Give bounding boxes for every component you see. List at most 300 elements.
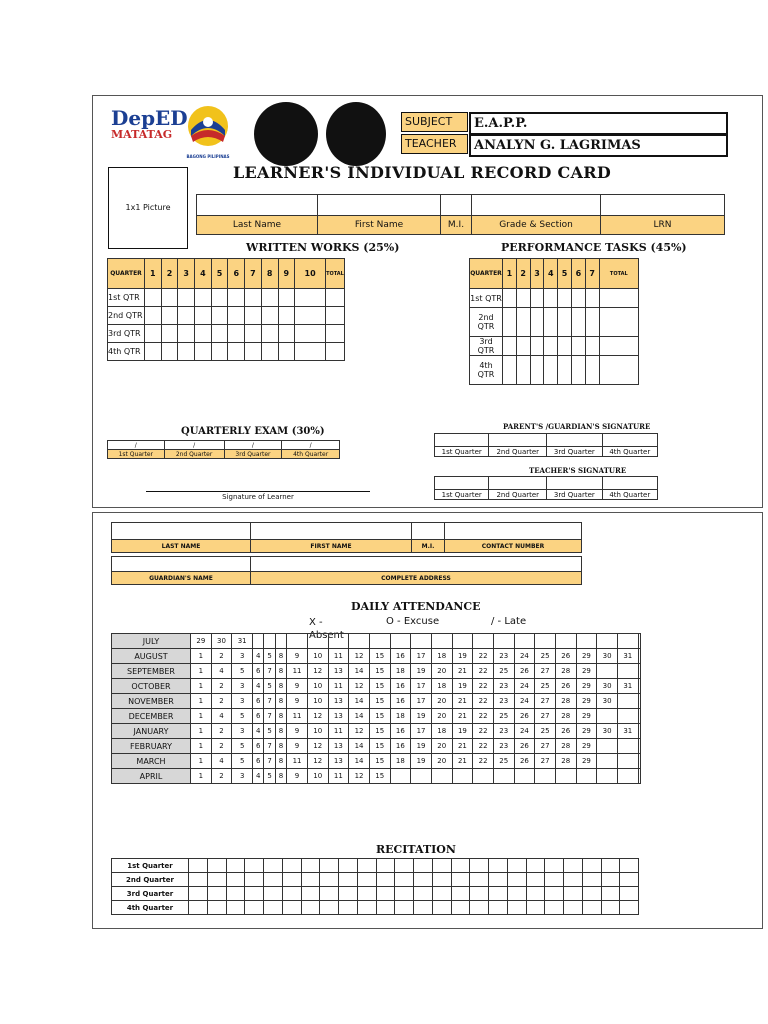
recitation-cell[interactable] xyxy=(470,873,489,887)
ww-score-cell[interactable] xyxy=(161,289,178,307)
day-cell[interactable]: 28 xyxy=(555,709,576,724)
day-cell[interactable]: 3 xyxy=(232,694,253,709)
day-cell[interactable]: 11 xyxy=(328,649,349,664)
day-cell[interactable]: 24 xyxy=(514,649,535,664)
day-cell[interactable] xyxy=(617,664,638,679)
day-cell[interactable]: 5 xyxy=(264,679,275,694)
day-cell[interactable]: 15 xyxy=(369,739,390,754)
day-cell[interactable] xyxy=(576,634,597,649)
day-cell[interactable]: 29 xyxy=(576,709,597,724)
ww-score-cell[interactable] xyxy=(326,325,345,343)
ww-score-cell[interactable] xyxy=(261,289,278,307)
day-cell[interactable]: 8 xyxy=(275,769,286,784)
recitation-cell[interactable] xyxy=(414,859,433,873)
recitation-cell[interactable] xyxy=(339,859,358,873)
lrn-input[interactable] xyxy=(601,195,725,216)
first-name-input[interactable] xyxy=(251,523,412,540)
recitation-cell[interactable] xyxy=(489,873,508,887)
day-cell[interactable]: 2 xyxy=(211,649,232,664)
recitation-cell[interactable] xyxy=(601,859,620,873)
recitation-cell[interactable] xyxy=(564,901,583,915)
day-cell[interactable] xyxy=(452,634,473,649)
pt-score-cell[interactable] xyxy=(544,337,558,356)
day-cell[interactable]: 15 xyxy=(369,649,390,664)
day-cell[interactable]: 18 xyxy=(390,664,411,679)
day-cell[interactable] xyxy=(555,769,576,784)
day-cell[interactable]: 7 xyxy=(264,754,275,769)
recitation-cell[interactable] xyxy=(545,873,564,887)
last-name-input[interactable] xyxy=(112,523,251,540)
day-cell[interactable]: 15 xyxy=(369,679,390,694)
day-cell[interactable]: 18 xyxy=(431,724,452,739)
day-cell[interactable]: 23 xyxy=(493,739,514,754)
day-cell[interactable] xyxy=(638,694,640,709)
day-cell[interactable] xyxy=(638,709,640,724)
day-cell[interactable] xyxy=(514,634,535,649)
ww-score-cell[interactable] xyxy=(261,343,278,361)
day-cell[interactable]: 28 xyxy=(555,739,576,754)
recitation-cell[interactable] xyxy=(264,873,283,887)
day-cell[interactable]: 4 xyxy=(253,724,264,739)
q2-exam-score[interactable]: / xyxy=(164,441,224,450)
day-cell[interactable] xyxy=(617,694,638,709)
day-cell[interactable]: 16 xyxy=(390,724,411,739)
day-cell[interactable]: 20 xyxy=(431,664,452,679)
recitation-cell[interactable] xyxy=(601,887,620,901)
day-cell[interactable]: 25 xyxy=(493,754,514,769)
day-cell[interactable]: 1 xyxy=(191,664,212,679)
day-cell[interactable]: 26 xyxy=(555,724,576,739)
day-cell[interactable]: 1 xyxy=(191,649,212,664)
recitation-cell[interactable] xyxy=(526,887,545,901)
recitation-cell[interactable] xyxy=(282,887,301,901)
day-cell[interactable] xyxy=(638,724,640,739)
day-cell[interactable]: 20 xyxy=(431,694,452,709)
day-cell[interactable]: 4 xyxy=(253,769,264,784)
day-cell[interactable]: 18 xyxy=(390,754,411,769)
day-cell[interactable]: 7 xyxy=(264,664,275,679)
pt-score-cell[interactable] xyxy=(599,356,638,385)
day-cell[interactable] xyxy=(253,634,264,649)
day-cell[interactable]: 13 xyxy=(328,739,349,754)
day-cell[interactable]: 25 xyxy=(535,724,556,739)
day-cell[interactable]: 22 xyxy=(473,739,494,754)
ww-score-cell[interactable] xyxy=(145,289,162,307)
day-cell[interactable] xyxy=(617,739,638,754)
day-cell[interactable]: 5 xyxy=(264,649,275,664)
day-cell[interactable] xyxy=(369,634,390,649)
day-cell[interactable]: 6 xyxy=(253,754,264,769)
day-cell[interactable]: 4 xyxy=(211,664,232,679)
ww-score-cell[interactable] xyxy=(245,343,262,361)
ww-score-cell[interactable] xyxy=(326,289,345,307)
day-cell[interactable]: 31 xyxy=(617,724,638,739)
day-cell[interactable] xyxy=(328,634,349,649)
day-cell[interactable]: 12 xyxy=(349,649,370,664)
ww-score-cell[interactable] xyxy=(295,289,326,307)
day-cell[interactable]: 12 xyxy=(307,664,328,679)
day-cell[interactable]: 10 xyxy=(307,679,328,694)
recitation-cell[interactable] xyxy=(301,873,320,887)
recitation-cell[interactable] xyxy=(545,859,564,873)
pt-score-cell[interactable] xyxy=(585,337,599,356)
day-cell[interactable]: 30 xyxy=(597,694,618,709)
day-cell[interactable] xyxy=(597,664,618,679)
pt-score-cell[interactable] xyxy=(503,356,517,385)
day-cell[interactable]: 13 xyxy=(328,754,349,769)
day-cell[interactable]: 29 xyxy=(576,754,597,769)
teacher-sig-q1[interactable] xyxy=(435,477,489,490)
day-cell[interactable] xyxy=(597,769,618,784)
pt-score-cell[interactable] xyxy=(503,308,517,337)
day-cell[interactable] xyxy=(514,769,535,784)
day-cell[interactable]: 4 xyxy=(211,709,232,724)
day-cell[interactable]: 18 xyxy=(431,649,452,664)
ww-score-cell[interactable] xyxy=(295,325,326,343)
day-cell[interactable]: 12 xyxy=(307,709,328,724)
ww-score-cell[interactable] xyxy=(145,325,162,343)
contact-input[interactable] xyxy=(445,523,582,540)
day-cell[interactable]: 26 xyxy=(555,649,576,664)
day-cell[interactable]: 28 xyxy=(555,754,576,769)
q1-exam-score[interactable]: / xyxy=(108,441,165,450)
parent-sig-q4[interactable] xyxy=(602,434,657,447)
recitation-cell[interactable] xyxy=(526,859,545,873)
recitation-cell[interactable] xyxy=(601,873,620,887)
ww-score-cell[interactable] xyxy=(195,307,212,325)
day-cell[interactable]: 25 xyxy=(535,649,556,664)
day-cell[interactable]: 7 xyxy=(264,739,275,754)
day-cell[interactable]: 27 xyxy=(535,709,556,724)
address-input[interactable] xyxy=(251,557,582,572)
recitation-cell[interactable] xyxy=(507,873,526,887)
day-cell[interactable]: 22 xyxy=(473,694,494,709)
day-cell[interactable]: 11 xyxy=(328,724,349,739)
recitation-cell[interactable] xyxy=(264,859,283,873)
mi-input[interactable] xyxy=(441,195,472,216)
ww-score-cell[interactable] xyxy=(295,307,326,325)
day-cell[interactable] xyxy=(597,739,618,754)
day-cell[interactable] xyxy=(597,754,618,769)
day-cell[interactable]: 21 xyxy=(452,664,473,679)
day-cell[interactable] xyxy=(431,769,452,784)
day-cell[interactable] xyxy=(431,634,452,649)
day-cell[interactable]: 13 xyxy=(328,694,349,709)
recitation-cell[interactable] xyxy=(470,859,489,873)
q3-exam-score[interactable]: / xyxy=(224,441,282,450)
pt-score-cell[interactable] xyxy=(571,356,585,385)
day-cell[interactable]: 11 xyxy=(328,769,349,784)
ww-score-cell[interactable] xyxy=(278,289,295,307)
recitation-cell[interactable] xyxy=(601,901,620,915)
recitation-cell[interactable] xyxy=(451,901,470,915)
day-cell[interactable] xyxy=(617,769,638,784)
recitation-cell[interactable] xyxy=(245,873,264,887)
day-cell[interactable] xyxy=(617,754,638,769)
day-cell[interactable]: 22 xyxy=(473,679,494,694)
day-cell[interactable]: 27 xyxy=(535,694,556,709)
day-cell[interactable]: 22 xyxy=(473,664,494,679)
ww-score-cell[interactable] xyxy=(295,343,326,361)
last-name-input[interactable] xyxy=(197,195,318,216)
mi-input[interactable] xyxy=(412,523,445,540)
recitation-cell[interactable] xyxy=(189,873,208,887)
recitation-cell[interactable] xyxy=(357,901,376,915)
pt-score-cell[interactable] xyxy=(558,356,572,385)
ww-score-cell[interactable] xyxy=(178,325,195,343)
day-cell[interactable]: 20 xyxy=(431,709,452,724)
first-name-input[interactable] xyxy=(318,195,441,216)
recitation-cell[interactable] xyxy=(507,901,526,915)
day-cell[interactable]: 6 xyxy=(253,739,264,754)
day-cell[interactable]: 10 xyxy=(307,769,328,784)
recitation-cell[interactable] xyxy=(357,873,376,887)
recitation-cell[interactable] xyxy=(545,887,564,901)
ww-score-cell[interactable] xyxy=(211,325,228,343)
recitation-cell[interactable] xyxy=(507,887,526,901)
day-cell[interactable]: 21 xyxy=(452,739,473,754)
day-cell[interactable]: 5 xyxy=(232,664,253,679)
day-cell[interactable] xyxy=(638,634,640,649)
recitation-cell[interactable] xyxy=(564,887,583,901)
day-cell[interactable] xyxy=(411,634,432,649)
recitation-cell[interactable] xyxy=(282,859,301,873)
learner-signature-line[interactable] xyxy=(146,491,370,492)
ww-score-cell[interactable] xyxy=(261,325,278,343)
day-cell[interactable]: 22 xyxy=(473,754,494,769)
day-cell[interactable]: 4 xyxy=(211,754,232,769)
day-cell[interactable]: 31 xyxy=(617,679,638,694)
day-cell[interactable]: 30 xyxy=(597,679,618,694)
pt-score-cell[interactable] xyxy=(530,308,544,337)
recitation-cell[interactable] xyxy=(339,901,358,915)
day-cell[interactable]: 5 xyxy=(264,724,275,739)
recitation-cell[interactable] xyxy=(189,901,208,915)
q4-exam-score[interactable]: / xyxy=(282,441,340,450)
ww-score-cell[interactable] xyxy=(278,343,295,361)
day-cell[interactable] xyxy=(264,634,275,649)
day-cell[interactable]: 15 xyxy=(369,769,390,784)
recitation-cell[interactable] xyxy=(395,901,414,915)
pt-score-cell[interactable] xyxy=(585,308,599,337)
recitation-cell[interactable] xyxy=(207,901,226,915)
day-cell[interactable] xyxy=(493,769,514,784)
ww-score-cell[interactable] xyxy=(326,307,345,325)
day-cell[interactable]: 25 xyxy=(535,679,556,694)
day-cell[interactable]: 19 xyxy=(452,679,473,694)
ww-score-cell[interactable] xyxy=(228,325,245,343)
pt-score-cell[interactable] xyxy=(599,337,638,356)
recitation-cell[interactable] xyxy=(451,859,470,873)
day-cell[interactable]: 15 xyxy=(369,694,390,709)
day-cell[interactable]: 17 xyxy=(411,724,432,739)
pt-score-cell[interactable] xyxy=(571,289,585,308)
recitation-cell[interactable] xyxy=(376,873,395,887)
recitation-cell[interactable] xyxy=(301,887,320,901)
recitation-cell[interactable] xyxy=(245,901,264,915)
recitation-cell[interactable] xyxy=(357,859,376,873)
day-cell[interactable]: 1 xyxy=(191,709,212,724)
ww-score-cell[interactable] xyxy=(245,307,262,325)
recitation-cell[interactable] xyxy=(207,873,226,887)
pt-score-cell[interactable] xyxy=(530,289,544,308)
day-cell[interactable]: 12 xyxy=(307,739,328,754)
day-cell[interactable]: 29 xyxy=(576,664,597,679)
day-cell[interactable]: 21 xyxy=(452,709,473,724)
day-cell[interactable]: 24 xyxy=(514,724,535,739)
day-cell[interactable]: 3 xyxy=(232,649,253,664)
recitation-cell[interactable] xyxy=(282,901,301,915)
day-cell[interactable]: 22 xyxy=(473,709,494,724)
day-cell[interactable] xyxy=(555,634,576,649)
pt-score-cell[interactable] xyxy=(558,289,572,308)
day-cell[interactable]: 3 xyxy=(232,679,253,694)
day-cell[interactable]: 29 xyxy=(576,724,597,739)
recitation-cell[interactable] xyxy=(339,887,358,901)
day-cell[interactable]: 4 xyxy=(253,679,264,694)
recitation-cell[interactable] xyxy=(414,873,433,887)
day-cell[interactable]: 25 xyxy=(493,709,514,724)
day-cell[interactable]: 22 xyxy=(473,724,494,739)
day-cell[interactable]: 18 xyxy=(390,709,411,724)
ww-score-cell[interactable] xyxy=(245,289,262,307)
day-cell[interactable]: 10 xyxy=(307,694,328,709)
day-cell[interactable]: 19 xyxy=(452,724,473,739)
day-cell[interactable]: 2 xyxy=(211,739,232,754)
recitation-cell[interactable] xyxy=(414,901,433,915)
day-cell[interactable]: 17 xyxy=(411,679,432,694)
day-cell[interactable]: 1 xyxy=(191,724,212,739)
day-cell[interactable]: 9 xyxy=(287,679,308,694)
parent-sig-q2[interactable] xyxy=(489,434,547,447)
recitation-cell[interactable] xyxy=(620,873,639,887)
day-cell[interactable]: 12 xyxy=(349,769,370,784)
pt-score-cell[interactable] xyxy=(516,337,530,356)
recitation-cell[interactable] xyxy=(414,887,433,901)
day-cell[interactable]: 31 xyxy=(232,634,253,649)
recitation-cell[interactable] xyxy=(264,901,283,915)
recitation-cell[interactable] xyxy=(339,873,358,887)
day-cell[interactable]: 15 xyxy=(369,664,390,679)
day-cell[interactable]: 16 xyxy=(390,694,411,709)
day-cell[interactable]: 13 xyxy=(328,709,349,724)
day-cell[interactable] xyxy=(638,664,640,679)
day-cell[interactable]: 11 xyxy=(287,709,308,724)
recitation-cell[interactable] xyxy=(357,887,376,901)
day-cell[interactable] xyxy=(597,709,618,724)
day-cell[interactable]: 26 xyxy=(514,739,535,754)
recitation-cell[interactable] xyxy=(320,859,339,873)
day-cell[interactable]: 2 xyxy=(211,724,232,739)
day-cell[interactable] xyxy=(638,649,640,664)
ww-score-cell[interactable] xyxy=(278,325,295,343)
day-cell[interactable]: 29 xyxy=(191,634,212,649)
recitation-cell[interactable] xyxy=(470,901,489,915)
recitation-cell[interactable] xyxy=(432,859,451,873)
recitation-cell[interactable] xyxy=(564,873,583,887)
pt-score-cell[interactable] xyxy=(544,308,558,337)
recitation-cell[interactable] xyxy=(432,901,451,915)
day-cell[interactable]: 31 xyxy=(617,649,638,664)
day-cell[interactable] xyxy=(638,769,640,784)
day-cell[interactable]: 4 xyxy=(253,649,264,664)
day-cell[interactable]: 10 xyxy=(307,649,328,664)
day-cell[interactable]: 5 xyxy=(264,769,275,784)
day-cell[interactable]: 20 xyxy=(431,739,452,754)
day-cell[interactable]: 6 xyxy=(253,709,264,724)
day-cell[interactable]: 20 xyxy=(431,754,452,769)
day-cell[interactable]: 8 xyxy=(275,739,286,754)
day-cell[interactable]: 28 xyxy=(555,664,576,679)
day-cell[interactable] xyxy=(597,634,618,649)
ww-score-cell[interactable] xyxy=(228,343,245,361)
recitation-cell[interactable] xyxy=(432,873,451,887)
day-cell[interactable] xyxy=(617,709,638,724)
day-cell[interactable]: 23 xyxy=(493,694,514,709)
ww-score-cell[interactable] xyxy=(211,307,228,325)
day-cell[interactable]: 10 xyxy=(307,724,328,739)
day-cell[interactable]: 5 xyxy=(232,709,253,724)
day-cell[interactable]: 16 xyxy=(390,649,411,664)
day-cell[interactable] xyxy=(638,754,640,769)
day-cell[interactable]: 24 xyxy=(514,694,535,709)
day-cell[interactable]: 19 xyxy=(411,739,432,754)
recitation-cell[interactable] xyxy=(207,859,226,873)
pt-score-cell[interactable] xyxy=(503,337,517,356)
day-cell[interactable]: 11 xyxy=(287,664,308,679)
day-cell[interactable]: 19 xyxy=(411,754,432,769)
day-cell[interactable]: 6 xyxy=(253,664,264,679)
ww-score-cell[interactable] xyxy=(178,307,195,325)
recitation-cell[interactable] xyxy=(470,887,489,901)
recitation-cell[interactable] xyxy=(320,887,339,901)
day-cell[interactable]: 14 xyxy=(349,709,370,724)
day-cell[interactable]: 13 xyxy=(328,664,349,679)
ww-score-cell[interactable] xyxy=(178,343,195,361)
day-cell[interactable]: 15 xyxy=(369,724,390,739)
day-cell[interactable]: 19 xyxy=(411,709,432,724)
day-cell[interactable]: 17 xyxy=(411,694,432,709)
recitation-cell[interactable] xyxy=(282,873,301,887)
ww-score-cell[interactable] xyxy=(245,325,262,343)
day-cell[interactable]: 14 xyxy=(349,664,370,679)
recitation-cell[interactable] xyxy=(226,873,245,887)
day-cell[interactable] xyxy=(638,679,640,694)
day-cell[interactable]: 5 xyxy=(232,739,253,754)
recitation-cell[interactable] xyxy=(582,887,601,901)
day-cell[interactable]: 19 xyxy=(452,649,473,664)
day-cell[interactable]: 14 xyxy=(349,739,370,754)
recitation-cell[interactable] xyxy=(301,901,320,915)
day-cell[interactable]: 8 xyxy=(275,709,286,724)
ww-score-cell[interactable] xyxy=(278,307,295,325)
day-cell[interactable]: 1 xyxy=(191,694,212,709)
recitation-cell[interactable] xyxy=(564,859,583,873)
recitation-cell[interactable] xyxy=(376,859,395,873)
day-cell[interactable]: 3 xyxy=(232,769,253,784)
day-cell[interactable]: 15 xyxy=(369,709,390,724)
pt-score-cell[interactable] xyxy=(544,356,558,385)
pt-score-cell[interactable] xyxy=(503,289,517,308)
pt-score-cell[interactable] xyxy=(558,308,572,337)
day-cell[interactable]: 14 xyxy=(349,694,370,709)
recitation-cell[interactable] xyxy=(395,873,414,887)
day-cell[interactable] xyxy=(411,769,432,784)
day-cell[interactable]: 12 xyxy=(307,754,328,769)
day-cell[interactable]: 29 xyxy=(576,694,597,709)
ww-score-cell[interactable] xyxy=(145,343,162,361)
day-cell[interactable]: 9 xyxy=(287,739,308,754)
